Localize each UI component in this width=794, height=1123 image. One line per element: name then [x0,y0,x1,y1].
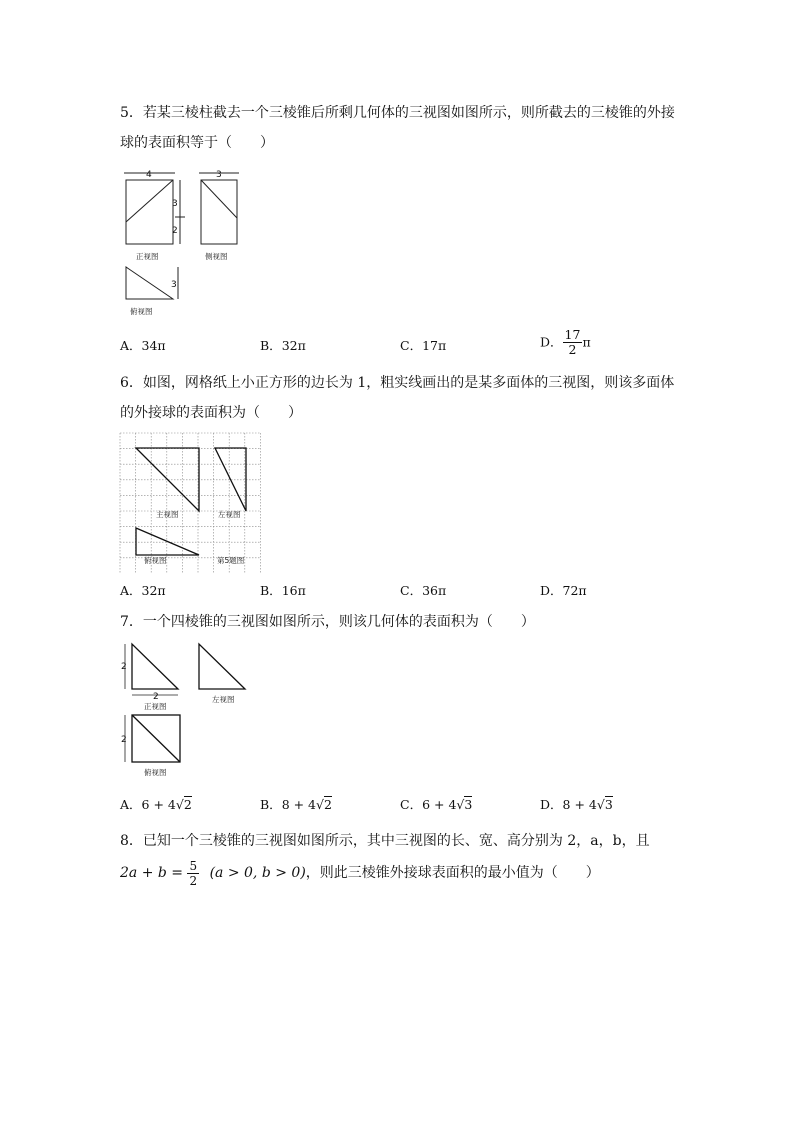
sqrt-icon: √ [316,797,324,812]
q5-side-view [199,173,239,244]
q8-text-line1: 8．已知一个三棱锥的三视图如图所示，其中三视图的长、宽、高分别为 2，a，b，且 [120,833,650,849]
q7-option-a: A．6 + 4√2 [120,797,192,812]
q6-option-a: A．32π [120,583,166,598]
q7-dim-front-width: 2 [153,692,159,702]
q8-text-line2 [120,858,600,888]
q6-grid-figure [118,431,266,573]
q5-front-caption: 正视图 [136,252,159,261]
sqrt-icon: √ [596,797,605,812]
q6-top-caption: 俯视图 [144,556,167,565]
q5-dim-front-width: 4 [146,170,152,180]
q7-front-caption: 正视图 [144,702,167,711]
q6-top-view [136,528,199,555]
q6-option-c: C．36π [400,583,447,598]
q5-dim-top-height: 3 [171,280,177,290]
q5-dim-side-width: 3 [216,170,222,180]
q8-formula-lhs: 2a + b = [120,865,184,881]
q7-front-view [132,644,178,689]
q7-side-view [199,644,245,689]
q5-text-line1: 5．若某三棱柱截去一个三棱锥后所剩几何体的三视图如图所示，则所截去的三棱锥的外接 [120,105,675,121]
sqrt-icon: √ [175,797,184,812]
q8-formula-condition: (a > 0, b > 0) [209,865,306,881]
q7-top-caption: 俯视图 [144,768,167,777]
q5-dim-front-height-a: 3 [172,199,178,209]
q5-option-c: C．17π [400,338,447,353]
q6-option-d: D．72π [540,583,587,598]
q5-side-caption: 侧视图 [205,252,228,261]
q7-option-d: D．8 + 4√3 [540,797,613,812]
q7-three-view-figure [118,638,250,780]
q5-dim-front-height-b: 2 [172,226,178,236]
q6-figure-caption: 第5题图 [217,556,245,565]
q6-front-caption: 主视图 [156,510,179,519]
q6-text-line1: 6．如图，网格纸上小正方形的边长为 1，粗实线画出的是某多面体的三视图，则该多面体 [120,375,675,391]
q5-option-d: D． $\frac{17}{2}$ π [540,327,591,357]
q6-option-b: B．16π [260,583,306,598]
q7-top-view [132,715,180,762]
q6-text-line2: 的外接球的表面积为（ ） [120,405,302,421]
q7-text-line1: 7．一个四棱锥的三视图如图所示，则该几何体的表面积为（ ） [120,614,535,630]
q6-side-caption: 左视图 [218,510,241,519]
q7-dim-front-height: 2 [121,662,127,672]
q7-option-c: C．6 + 4√3 [400,797,473,812]
q5-option-b: B．32π [260,338,306,353]
q5-option-d-fraction: $\frac{17}{2}$ [564,327,581,357]
q5-three-view-figure [118,166,258,318]
q5-text-line2: 球的表面积等于（ ） [120,135,274,151]
q8-formula-fraction: $\frac{5}{2}$ [189,858,198,888]
q7-side-caption: 左视图 [212,695,235,704]
q7-dim-top-height: 2 [121,735,127,745]
q5-top-caption: 俯视图 [130,307,153,316]
q8-text-line2-rest: ，则此三棱锥外接球表面积的最小值为（ ） [305,865,600,881]
q7-option-b: B．8 + 4√2 [260,797,332,812]
q5-option-a: A．34π [120,338,166,353]
sqrt-icon: √ [456,797,465,812]
